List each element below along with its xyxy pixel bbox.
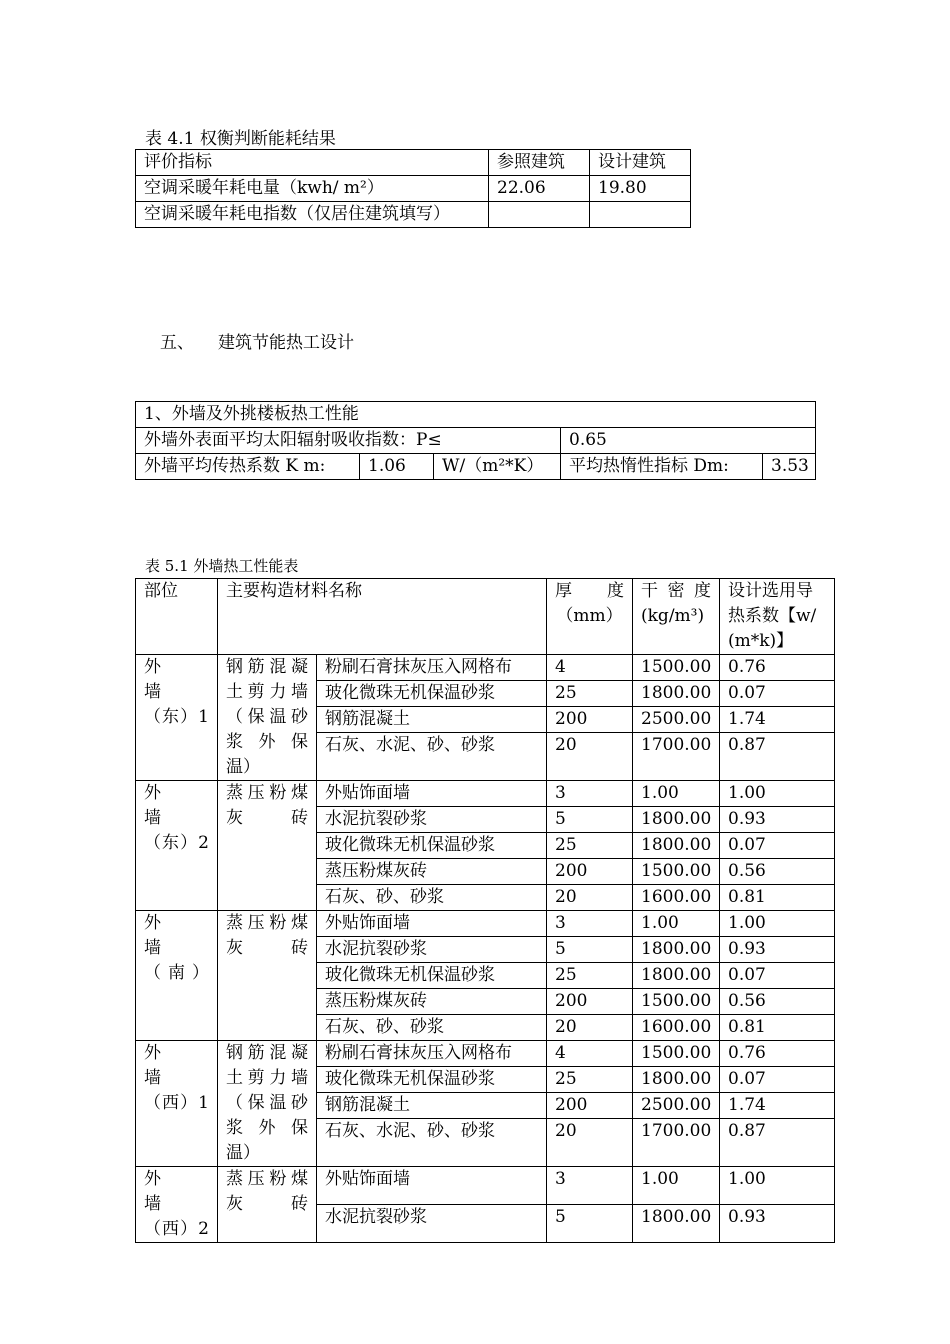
conductivity-cell: 0.81 <box>720 885 835 911</box>
conductivity-cell: 0.56 <box>720 859 835 885</box>
conductivity-cell: 1.74 <box>720 1093 835 1119</box>
header-line: 设计选用导 <box>728 581 813 601</box>
density-cell: 1600.00 <box>633 885 720 911</box>
density-cell: 1500.00 <box>633 1041 720 1067</box>
conductivity-cell: 0.93 <box>720 937 835 963</box>
material-cell: 粉刷石膏抹灰压入网格布 <box>317 1041 547 1067</box>
table-header-row <box>136 150 691 176</box>
material-cell: 水泥抗裂砂浆 <box>317 807 547 833</box>
material-cell: 玻化微珠无机保温砂浆 <box>317 963 547 989</box>
density-cell: 1.00 <box>633 911 720 937</box>
wall-type-line: 钢筋混凝 <box>226 1043 308 1063</box>
wall-type-cell <box>218 911 317 1041</box>
conductivity-cell: 0.07 <box>720 963 835 989</box>
table-row <box>136 1041 835 1067</box>
header-line: (kg/m³) <box>641 606 705 626</box>
density-cell: 1700.00 <box>633 1119 720 1167</box>
density-cell: 2500.00 <box>633 1093 720 1119</box>
header-conductivity <box>720 579 835 655</box>
header-cell: 评价指标 <box>136 150 489 176</box>
section-heading <box>160 328 354 353</box>
header-line: 干 密 度 <box>641 581 711 601</box>
wall-type-line: 灰砖 <box>226 808 308 828</box>
table-5-1-caption: 表 5.1 外墙热工性能表 <box>145 557 299 575</box>
thickness-cell: 20 <box>547 885 633 911</box>
wall-type-line: 蒸压粉煤 <box>226 1169 308 1189</box>
thickness-cell: 25 <box>547 1067 633 1093</box>
conductivity-cell: 0.81 <box>720 1015 835 1041</box>
wall-type-line: 浆 外 保 <box>226 1118 308 1138</box>
density-cell: 1500.00 <box>633 989 720 1015</box>
wall-part-line: （西）2 <box>144 1219 209 1239</box>
wall-type-cell <box>218 781 317 911</box>
conductivity-cell: 0.93 <box>720 1205 835 1243</box>
wall-part-line: （西）1 <box>144 1093 209 1113</box>
energy-result-table <box>135 149 691 228</box>
conductivity-cell: 0.87 <box>720 1119 835 1167</box>
section-title: 建筑节能热工设计 <box>218 333 354 353</box>
thickness-cell: 25 <box>547 963 633 989</box>
conductivity-cell: 0.87 <box>720 733 835 781</box>
header-line: （mm） <box>556 606 623 626</box>
material-cell: 粉刷石膏抹灰压入网格布 <box>317 655 547 681</box>
k-unit: W/（m²*K） <box>434 454 561 480</box>
dm-label: 平均热惰性指标 Dm: <box>561 454 763 480</box>
thickness-cell: 3 <box>547 1167 633 1205</box>
table-row <box>136 911 835 937</box>
conductivity-cell: 0.93 <box>720 807 835 833</box>
wall-type-line: 土剪力墙 <box>226 1068 308 1088</box>
wall-type-cell <box>218 1167 317 1243</box>
density-cell: 1800.00 <box>633 963 720 989</box>
conductivity-cell: 0.07 <box>720 833 835 859</box>
conductivity-cell: 1.74 <box>720 707 835 733</box>
material-cell: 外贴饰面墙 <box>317 1167 547 1205</box>
wall-part-line: 外 墙 <box>144 783 195 828</box>
density-cell: 1500.00 <box>633 655 720 681</box>
wall-type-line: 温） <box>226 1143 260 1163</box>
conductivity-cell: 0.07 <box>720 1067 835 1093</box>
k-value: 1.06 <box>360 454 434 480</box>
wall-part-cell <box>136 655 218 781</box>
absorb-value: 0.65 <box>561 428 816 454</box>
wall-part-line: （南） <box>144 963 209 983</box>
density-cell: 1600.00 <box>633 1015 720 1041</box>
header-density <box>633 579 720 655</box>
table-cell: 空调采暖年耗电量（kwh/ m²） <box>136 176 489 202</box>
density-cell: 1800.00 <box>633 1067 720 1093</box>
wall-type-line: 蒸压粉煤 <box>226 913 308 933</box>
table-cell <box>489 202 590 228</box>
table-4-1-caption: 表 4.1 权衡判断能耗结果 <box>145 129 336 149</box>
thickness-cell: 4 <box>547 655 633 681</box>
thickness-cell: 4 <box>547 1041 633 1067</box>
density-cell: 1800.00 <box>633 1205 720 1243</box>
material-cell: 玻化微珠无机保温砂浆 <box>317 833 547 859</box>
header-cell: 设计建筑 <box>590 150 691 176</box>
material-cell: 钢筋混凝土 <box>317 707 547 733</box>
density-cell: 1800.00 <box>633 807 720 833</box>
material-cell: 蒸压粉煤灰砖 <box>317 989 547 1015</box>
conductivity-cell: 0.56 <box>720 989 835 1015</box>
absorb-label: 外墙外表面平均太阳辐射吸收指数：P≤ <box>136 428 561 454</box>
wall-performance-title: 1、外墙及外挑楼板热工性能 <box>136 402 816 428</box>
table-header-row <box>136 579 835 655</box>
thickness-cell: 200 <box>547 707 633 733</box>
density-cell: 1800.00 <box>633 937 720 963</box>
material-cell: 玻化微珠无机保温砂浆 <box>317 1067 547 1093</box>
thickness-cell: 25 <box>547 681 633 707</box>
thickness-cell: 3 <box>547 781 633 807</box>
header-part: 部位 <box>136 579 218 655</box>
thickness-cell: 20 <box>547 1119 633 1167</box>
table-row <box>136 1167 835 1205</box>
wall-type-line: 灰砖 <box>226 938 308 958</box>
material-cell: 石灰、砂、砂浆 <box>317 1015 547 1041</box>
thickness-cell: 200 <box>547 859 633 885</box>
table-cell: 空调采暖年耗电指数（仅居住建筑填写） <box>136 202 489 228</box>
thickness-cell: 25 <box>547 833 633 859</box>
thickness-cell: 200 <box>547 1093 633 1119</box>
wall-type-line: （保温砂 <box>226 707 308 727</box>
wall-type-line: 浆 外 保 <box>226 732 308 752</box>
table-row <box>136 176 691 202</box>
thickness-cell: 5 <box>547 937 633 963</box>
density-cell: 1800.00 <box>633 681 720 707</box>
thickness-cell: 5 <box>547 1205 633 1243</box>
material-cell: 水泥抗裂砂浆 <box>317 1205 547 1243</box>
table-row <box>136 781 835 807</box>
material-cell: 蒸压粉煤灰砖 <box>317 859 547 885</box>
density-cell: 1500.00 <box>633 859 720 885</box>
conductivity-cell: 1.00 <box>720 781 835 807</box>
header-line: 热系数【w/ <box>728 606 817 626</box>
wall-type-line: 土剪力墙 <box>226 682 308 702</box>
material-cell: 水泥抗裂砂浆 <box>317 937 547 963</box>
wall-part-line: （东）2 <box>144 833 209 853</box>
table-cell <box>590 202 691 228</box>
header-line: 厚 度 <box>555 581 624 601</box>
wall-type-line: 钢筋混凝 <box>226 657 308 677</box>
material-cell: 石灰、水泥、砂、砂浆 <box>317 733 547 781</box>
wall-part-cell <box>136 1167 218 1243</box>
thickness-cell: 20 <box>547 733 633 781</box>
thickness-cell: 200 <box>547 989 633 1015</box>
conductivity-cell: 1.00 <box>720 1167 835 1205</box>
material-cell: 石灰、砂、砂浆 <box>317 885 547 911</box>
k-label: 外墙平均传热系数 K m: <box>136 454 360 480</box>
density-cell: 1700.00 <box>633 733 720 781</box>
thickness-cell: 3 <box>547 911 633 937</box>
wall-part-line: 外 墙 <box>144 1043 195 1088</box>
header-material: 主要构造材料名称 <box>218 579 547 655</box>
table-cell: 22.06 <box>489 176 590 202</box>
table-row <box>136 202 691 228</box>
conductivity-cell: 0.07 <box>720 681 835 707</box>
header-cell: 参照建筑 <box>489 150 590 176</box>
header-line: (m*k)】 <box>728 631 794 651</box>
material-cell: 钢筋混凝土 <box>317 1093 547 1119</box>
thickness-cell: 20 <box>547 1015 633 1041</box>
wall-part-line: 外 墙 <box>144 1169 195 1214</box>
conductivity-cell: 1.00 <box>720 911 835 937</box>
density-cell: 1.00 <box>633 1167 720 1205</box>
wall-type-line: 灰砖 <box>226 1194 308 1214</box>
section-number: 五、 <box>160 333 194 353</box>
wall-part-cell <box>136 1041 218 1167</box>
wall-type-line: 蒸压粉煤 <box>226 783 308 803</box>
wall-part-cell <box>136 911 218 1041</box>
dm-value: 3.53 <box>763 454 816 480</box>
wall-type-cell <box>218 655 317 781</box>
table-cell: 19.80 <box>590 176 691 202</box>
density-cell: 2500.00 <box>633 707 720 733</box>
conductivity-cell: 0.76 <box>720 655 835 681</box>
thickness-cell: 5 <box>547 807 633 833</box>
density-cell: 1800.00 <box>633 833 720 859</box>
material-cell: 玻化微珠无机保温砂浆 <box>317 681 547 707</box>
density-cell: 1.00 <box>633 781 720 807</box>
material-cell: 外贴饰面墙 <box>317 781 547 807</box>
wall-performance-table <box>135 401 816 480</box>
header-thickness <box>547 579 633 655</box>
wall-part-line: 外 墙 <box>144 657 195 702</box>
wall-part-cell <box>136 781 218 911</box>
material-cell: 外贴饰面墙 <box>317 911 547 937</box>
wall-part-line: 外 墙 <box>144 913 195 958</box>
wall-type-line: （保温砂 <box>226 1093 308 1113</box>
wall-part-line: （东）1 <box>144 707 209 727</box>
wall-type-cell <box>218 1041 317 1167</box>
wall-type-line: 温） <box>226 757 260 777</box>
conductivity-cell: 0.76 <box>720 1041 835 1067</box>
external-wall-thermal-table <box>135 578 835 1243</box>
material-cell: 石灰、水泥、砂、砂浆 <box>317 1119 547 1167</box>
table-row <box>136 655 835 681</box>
